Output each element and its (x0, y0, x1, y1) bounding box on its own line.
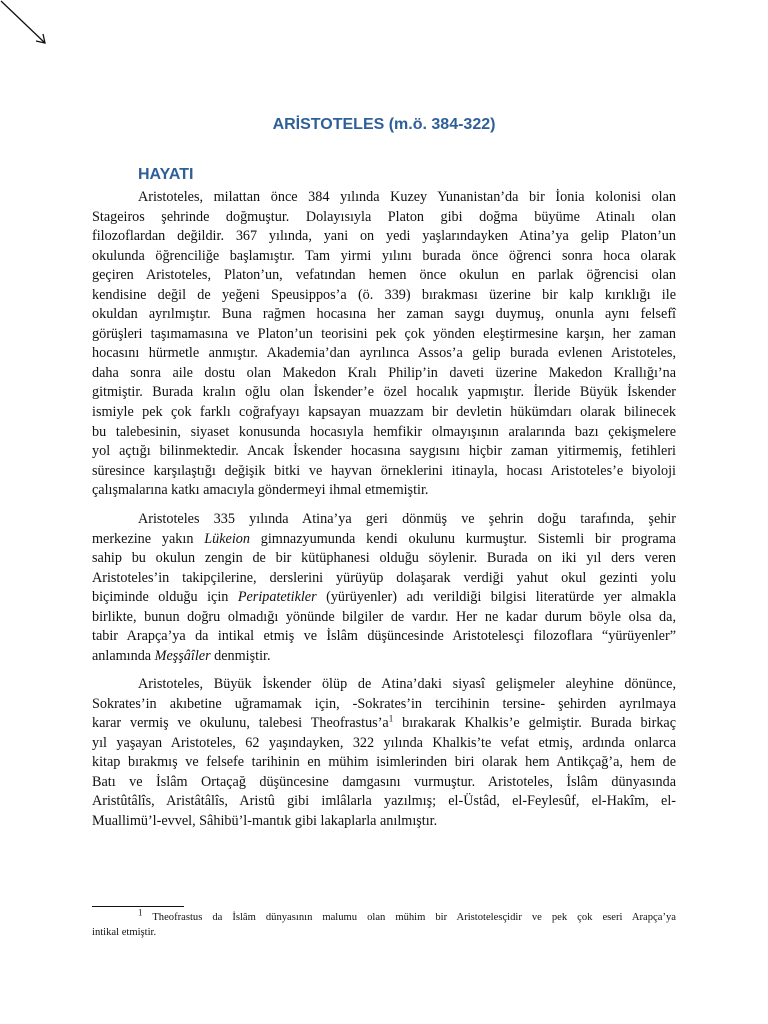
paragraph-line: süresince karşılaştığı değişik bitki ve hayvan örneklerini itinayla, hocası Aristoteles’e biyoloji (92, 462, 676, 479)
paragraph-line: yıl yaşayan Aristoteles, 62 yaşındayken, 322 yılında Khalkis’te vefat etmiş, ardında onlarca (92, 734, 676, 751)
paragraph-line: okulunda öğrenciliğe başlamıştır. Tam yirmi yılını burada önce öğrenci sonra hoca olarak (92, 247, 676, 264)
paragraph-line: okuldan ayrılmıştır. Buna rağmen hocasına her zaman saygı duymuş, onunla aynı felsefî (92, 306, 676, 323)
footnote-line (92, 925, 676, 940)
footnote-marker: 1 (388, 713, 394, 724)
paragraph-line: Aristoteles, milattan önce 384 yılında Kuzey Yunanistan’da bir İonia kolonisi olan (138, 189, 676, 205)
paragraph-3 (92, 675, 676, 831)
paragraph-line: sahip bu okulun zengin de bir kütüphanesi olduğu söylenir. Burada on iki yıl ders veren (92, 550, 676, 567)
paragraph-line: kendisine değil de yeğeni Speusippos’a (ö. 339) bırakması üzerine bir kalp kırıklığı ile (92, 286, 676, 303)
paragraph-line: gitmiştir. Burada kralın oğlu olan İskender’e özel hocalık yapmıştır. İleride Büyük İskender (92, 384, 676, 401)
footnote-line (92, 907, 676, 925)
footnote (92, 907, 676, 940)
paragraph-line: birlikte, bunun doğru olmadığı yönünde bilgiler de vardır. Her ne kadar durum böyle olsa da, (92, 608, 676, 625)
page-title: ARİSTOTELES (m.ö. 384-322) (272, 116, 496, 133)
paragraph-line: Aristoteles’in takipçilerine, derslerini yürüyüp dolaşarak verdiği yahut okul gezinti yolu (92, 569, 676, 586)
footnote-number: 1 (138, 907, 143, 918)
paragraph-line: yol açtığı bilinmektedir. Ancak İskender hocasına saygısını hiçbir zaman yitirmemiş, fetihleri (92, 443, 676, 460)
paragraph-line: çalışmalarına katkı amacıyla göndermeyi ihmal etmemiştir. (92, 482, 429, 499)
paragraph-line: anlamında Meşşâîler denmiştir. (92, 647, 271, 664)
paragraph-line: merkezine yakın Lükeion gimnazyumunda kendi okulunu kurmuştur. Sistemli bir programa (92, 530, 676, 547)
footnote-text: intikal etmiştir. (92, 927, 157, 938)
paragraph-line: Aristoteles 335 yılında Atina’ya geri dönmüş ve şehrin doğu tarafında, şehir (138, 511, 676, 527)
italic-term: Peripatetikler (237, 589, 317, 606)
paragraph-line: Aristoteles, Büyük İskender ölüp de Atina’daki siyasî gelişmeler aleyhine dönünce, (138, 676, 676, 692)
paragraph-line: daha sonra aile dostu olan Makedon Kralı Philip’in daveti üzerine Makedon Krallığı’na (92, 364, 676, 381)
italic-term: Lükeion (204, 530, 250, 547)
paragraph-line: Batı ve İslâm Ortaçağ düşüncesine damgasını vurmuştur. Aristoteles, İslâm dünyasında (92, 773, 676, 790)
paragraph-line: Stageiros şehrinde doğmuştur. Dolayısıyla Platon gibi doğma büyüme Atinalı olan (92, 208, 676, 225)
paragraph-1 (92, 188, 676, 501)
section-heading: HAYATI (138, 166, 194, 183)
paragraph-line: görüşleri taşımamasına ve Platon’un teorisini pek çok yönden eleştirmesine karşın, her zaman (92, 325, 676, 342)
paragraph-2 (92, 510, 676, 666)
italic-term: Meşşâîler (154, 647, 211, 664)
paragraph-line: ismiyle pek çok farklı coğrafyayı kapsayan muazzam bir devletin hükümdarı olarak bilinecek (92, 404, 676, 421)
paragraph-line: Muallimü’l-evvel, Sâhibü’l-mantık gibi lakaplarla anılmıştır. (92, 812, 438, 829)
footnote-text: Theofrastus da İslâm dünyasının malumu olan mühim bir Aristotelesçidir ve pek çok eseri Arapça’ya (142, 912, 676, 923)
paragraph-line: bu talebesinin, siyaset konusunda hocasıyla hemfikir olmayışının aralarında bazı çekişmelere (92, 423, 676, 440)
paragraph-line: biçiminde olduğu için Peripatetikler (yürüyenler) adı verildiği bilgisi literatürde yer almakla (92, 589, 676, 606)
arrow-cursor-icon (0, 0, 50, 50)
paragraph-line: geçiren Aristoteles, Platon’un, vefatından hemen önce okulun en parlak öğrencisi olan (92, 267, 676, 284)
paragraph-line: kitap bırakmış ve felsefe tarihinin en mühim isimlerinden biri olarak hem Antikçağ’a, hem de (92, 754, 676, 771)
paragraph-line: karar vermiş ve okulunu, talebesi $Theofrastus’a^1$ bırakarak Khalkis’e gelmiştir. Burada birkaç (92, 713, 677, 732)
paragraph-line: Aristûtâlîs, Aristâtâlîs, Aristû gibi imlâlarla yazılmış; el-Üstâd, el-Feylesûf, el-Hakîm, el- (92, 793, 676, 810)
paragraph-line: filozoflardan değildir. 367 yılında, yani on yedi yaşlarındayken Atina’ya gelip Platon’un (92, 228, 676, 245)
paragraph-line: Sokrates’in akıbetine uğramamak için, -Sokrates’in tercihinin tersine- şehirden ayrılmaya (92, 695, 676, 712)
paragraph-line: tabir Arapça’ya da intikal etmiş ve İslâm düşüncesinde Aristotelesçi filozoflara “yürüyenler” (92, 628, 676, 645)
paragraph-line: hocasını hürmetle anmıştır. Akademia’dan ayrılınca Assos’a gelip burada evlenen Aristoteles, (92, 345, 676, 362)
